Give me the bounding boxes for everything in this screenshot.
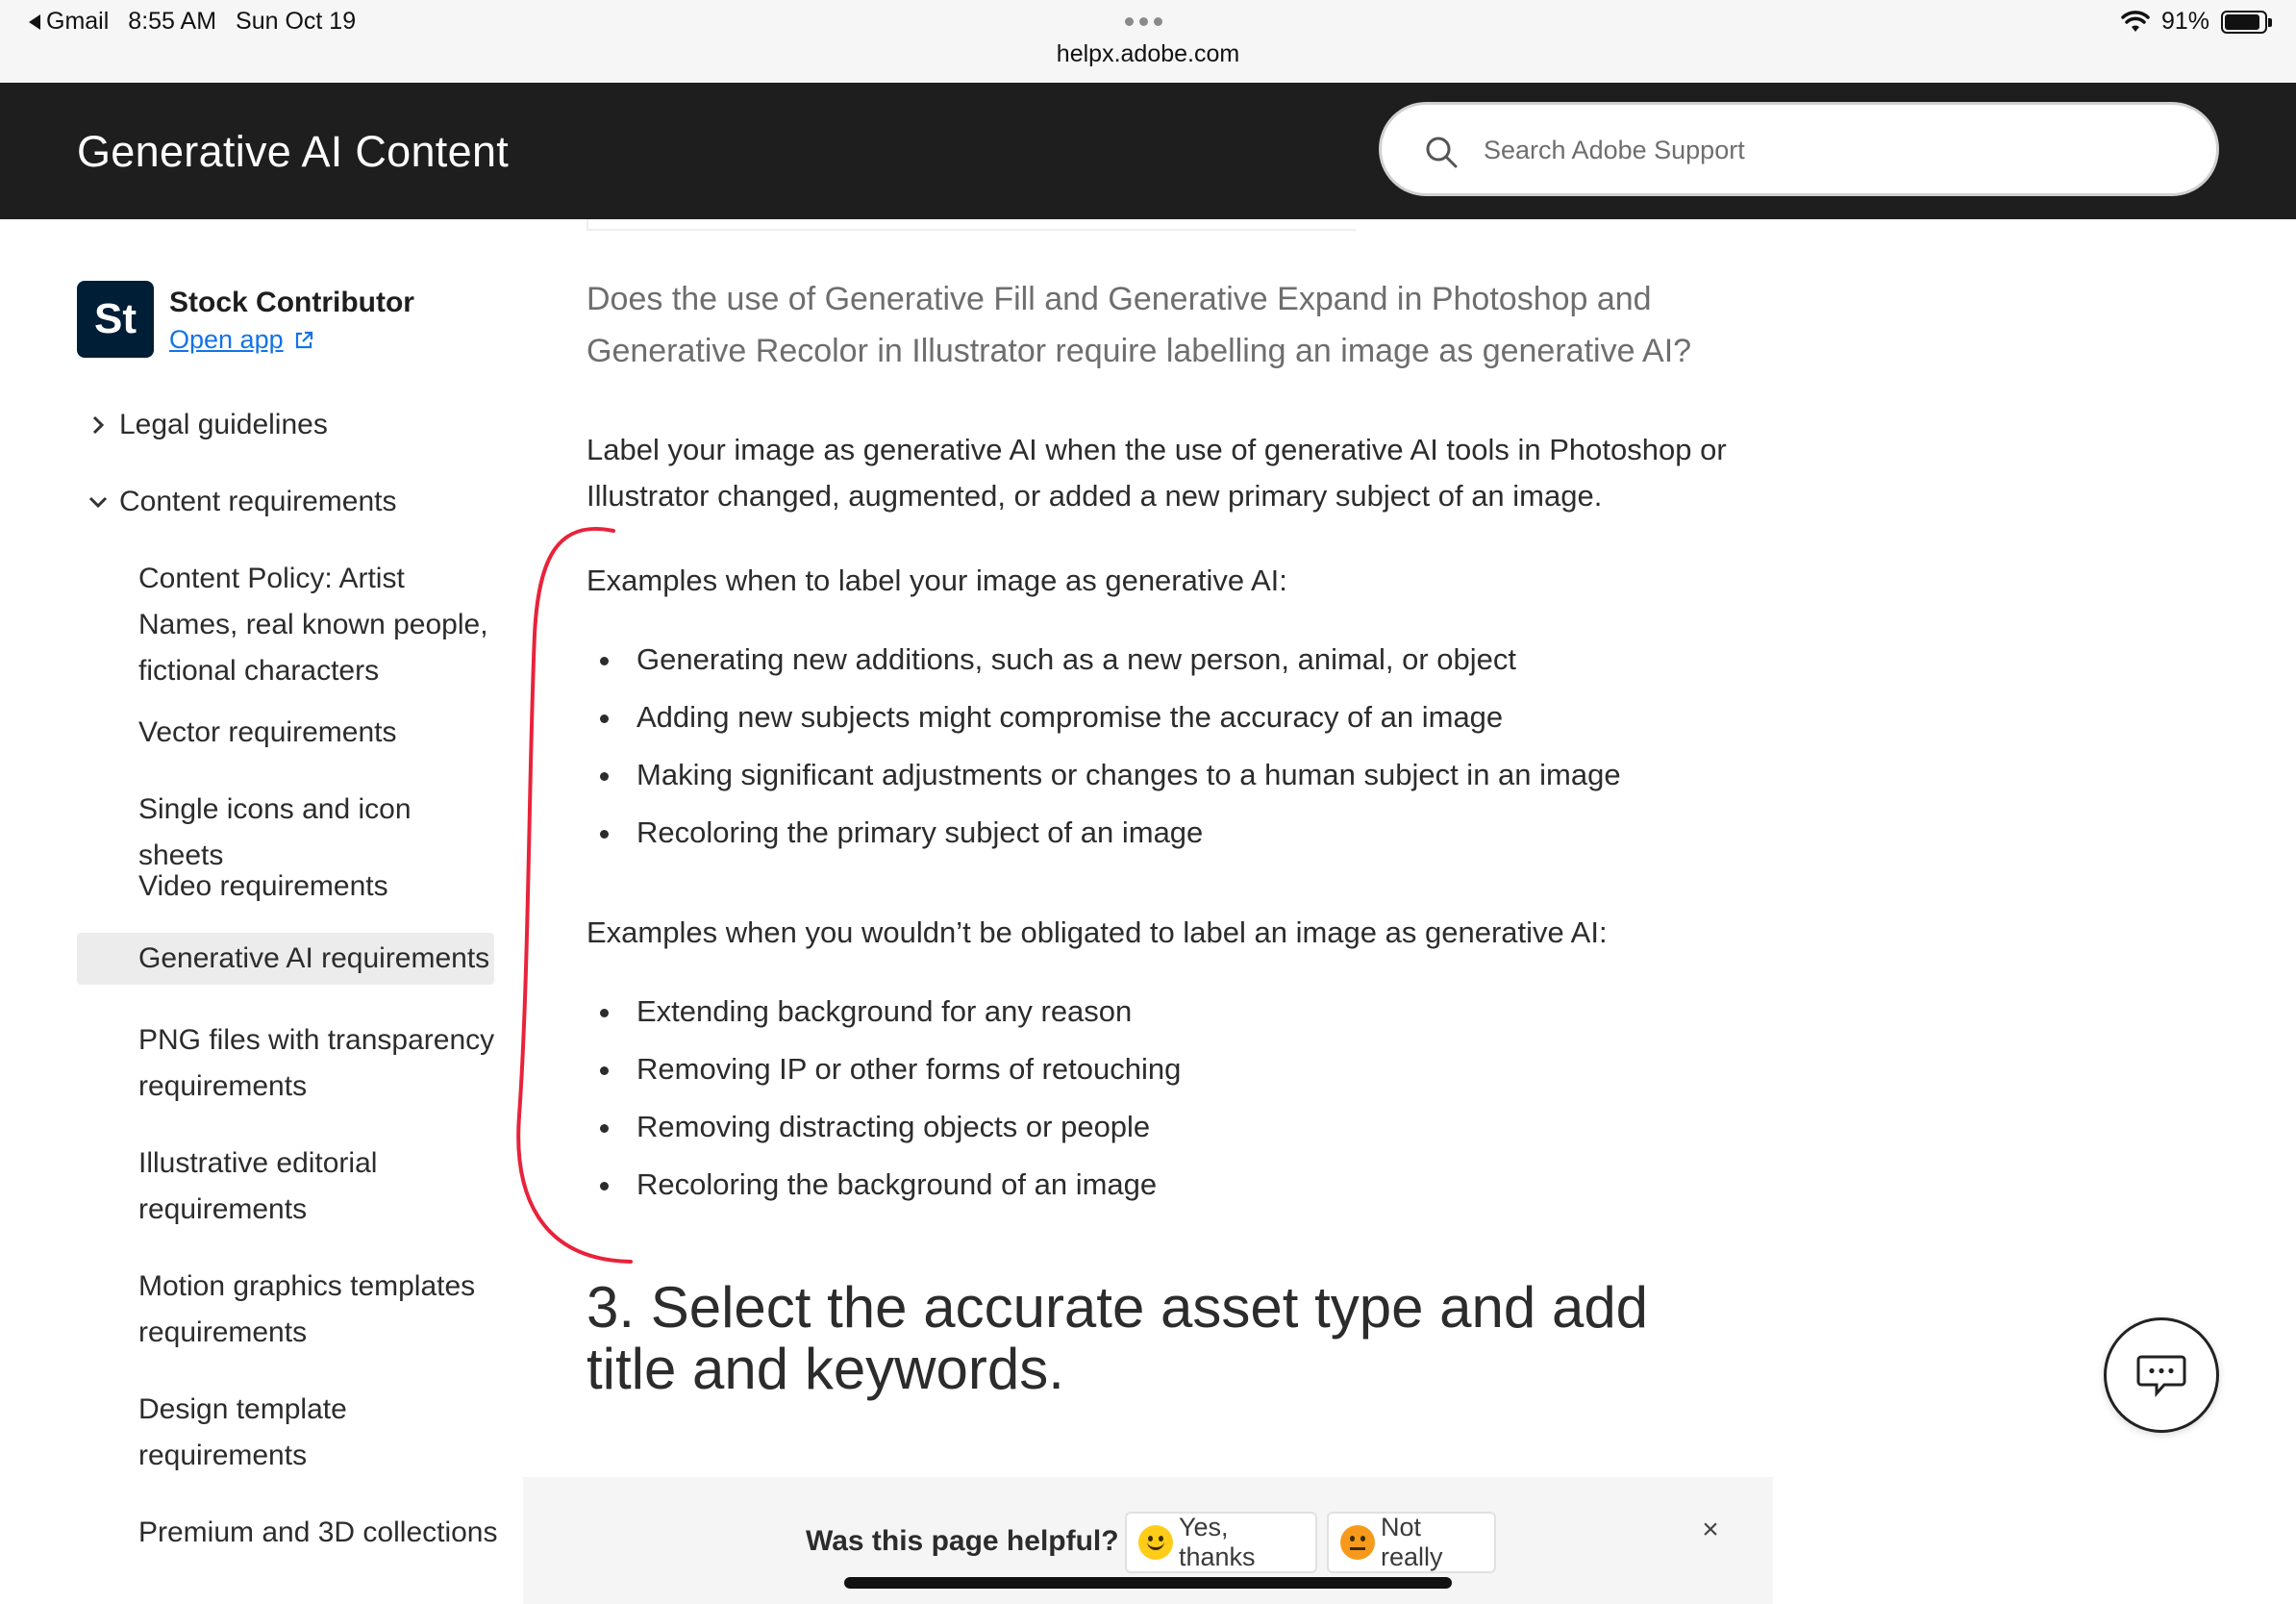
- label-examples-intro: Examples when to label your image as generative AI:: [586, 564, 1287, 597]
- status-time: 8:55 AM: [128, 8, 217, 35]
- back-app-label: Gmail: [46, 8, 110, 35]
- sidebar-item-label: Content requirements: [119, 486, 397, 517]
- feedback-question: Was this page helpful?: [806, 1525, 1119, 1557]
- no-label-examples-list: [586, 989, 1740, 1219]
- sidebar-item-png-transparency[interactable]: PNG files with transparency requirements: [138, 1024, 495, 1102]
- no-label-examples-intro: Examples when you wouldn’t be obligated to label an image as generative AI:: [586, 915, 1608, 949]
- sidebar-item-content-requirements[interactable]: [119, 479, 504, 525]
- sidebar-item-premium-3d[interactable]: Premium and 3D collections: [138, 1516, 498, 1548]
- chat-bubble-icon: [2135, 1353, 2187, 1397]
- neutral-emoji-icon: [1340, 1525, 1375, 1560]
- sidebar-item-content-policy[interactable]: Content Policy: Artist Names, real known people, fictional characters: [138, 563, 488, 687]
- list-item: Removing distracting objects or people: [586, 1104, 1740, 1162]
- list-item: Removing IP or other forms of retouching: [586, 1046, 1740, 1104]
- battery-fill: [2225, 14, 2259, 30]
- sidebar-item-generative-ai-requirements[interactable]: [77, 933, 494, 985]
- open-app-link[interactable]: [169, 325, 314, 355]
- red-bracket-annotation: [500, 519, 635, 1269]
- section-heading: 3. Select the accurate asset type and add title and keywords.: [586, 1275, 1649, 1401]
- sidebar-item-design-template[interactable]: Design template requirements: [138, 1393, 347, 1471]
- list-item: Extending background for any reason: [586, 989, 1740, 1046]
- back-to-app[interactable]: [29, 8, 109, 36]
- feedback-yes-label: Yes, thanks: [1179, 1513, 1256, 1571]
- status-date: Sun Oct 19: [236, 8, 357, 35]
- feedback-no-button[interactable]: [1327, 1512, 1496, 1573]
- label-examples-list: [586, 637, 1740, 867]
- sidebar-item-illustrative-editorial[interactable]: Illustrative editorial requirements: [138, 1147, 378, 1225]
- app-name: Stock Contributor: [169, 287, 414, 318]
- close-icon[interactable]: ×: [1702, 1514, 1719, 1545]
- list-item: Generating new additions, such as a new person, animal, or object: [586, 637, 1740, 694]
- sidebar-item-video-requirements[interactable]: Video requirements: [138, 870, 388, 902]
- sidebar-item-motion-graphics[interactable]: Motion graphics templates requirements: [138, 1270, 476, 1348]
- list-item: Making significant adjustments or changes to a human subject in an image: [586, 752, 1740, 810]
- sidebar-item-legal-guidelines[interactable]: [119, 402, 504, 448]
- content-divider: [586, 219, 1356, 231]
- feedback-no-label: Not really: [1381, 1513, 1443, 1571]
- page-title: Generative AI Content: [77, 127, 510, 176]
- feedback-yes-button[interactable]: [1125, 1512, 1317, 1573]
- chat-button[interactable]: [2104, 1317, 2219, 1433]
- home-indicator[interactable]: [844, 1577, 1452, 1589]
- faq-question: Does the use of Generative Fill and Generative Expand in Photoshop and Generative Recolor in Illustrator require labelling an image as generative AI?: [586, 281, 1692, 369]
- external-link-icon: [293, 330, 314, 351]
- list-item: Recoloring the primary subject of an image: [586, 810, 1740, 867]
- faq-answer: Label your image as generative AI when the use of generative AI tools in Photoshop or Illustrator changed, augmented, or added a new primary subject of an image.: [586, 433, 1727, 513]
- sidebar-item-label: Legal guidelines: [119, 409, 328, 440]
- site-header: [0, 83, 2296, 219]
- stock-app-logo: St: [77, 281, 154, 358]
- url-bar[interactable]: helpx.adobe.com: [1056, 40, 1240, 67]
- wifi-icon: [2121, 11, 2150, 34]
- status-left: [29, 8, 356, 36]
- multitask-dots-icon[interactable]: [1125, 17, 1162, 26]
- chevron-down-icon: [87, 490, 110, 514]
- chevron-right-icon: [87, 414, 110, 437]
- list-item: Recoloring the background of an image: [586, 1162, 1740, 1219]
- back-arrow-icon: [29, 14, 40, 30]
- status-right: [2121, 8, 2267, 36]
- search-box[interactable]: [1379, 102, 2219, 196]
- open-app-label: Open app: [169, 325, 284, 354]
- sidebar-item-vector-requirements[interactable]: Vector requirements: [138, 716, 397, 748]
- list-item: Adding new subjects might compromise the accuracy of an image: [586, 694, 1740, 752]
- sidebar-item-label: Generative AI requirements: [138, 942, 490, 974]
- battery-icon: [2221, 11, 2267, 34]
- search-icon: [1424, 135, 1459, 169]
- sidebar-item-icons[interactable]: Single icons and icon sheets: [138, 793, 412, 871]
- search-input[interactable]: [1484, 124, 2176, 176]
- app-card: [77, 281, 500, 367]
- smile-emoji-icon: [1138, 1525, 1173, 1560]
- battery-percent: 91%: [2160, 8, 2209, 35]
- status-bar: [0, 0, 2296, 83]
